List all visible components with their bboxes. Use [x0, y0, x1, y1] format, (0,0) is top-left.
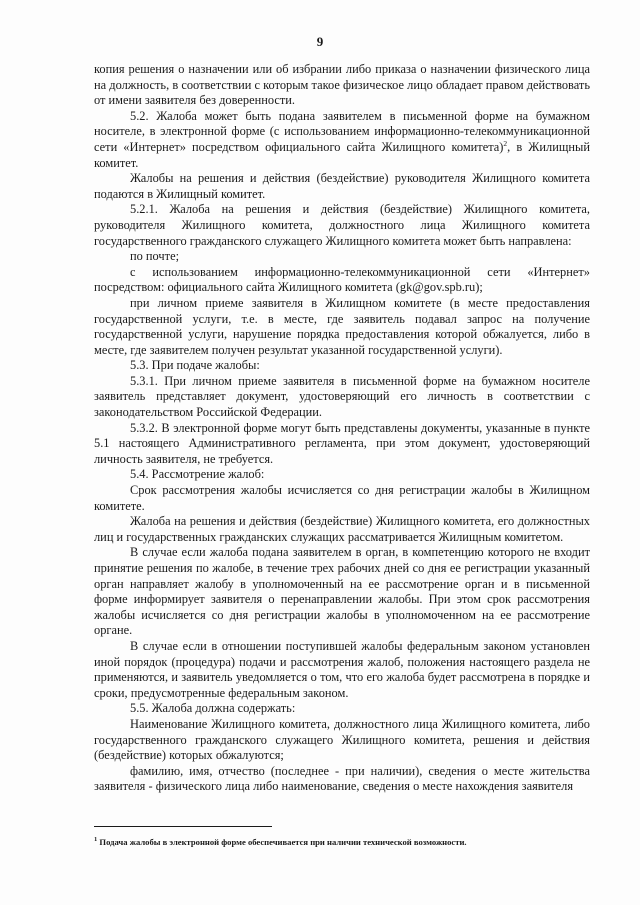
paragraph-5-2-tail: , в Жилищный комитет. — [94, 139, 590, 170]
paragraph-5-4: 5.4. Рассмотрение жалоб: — [130, 467, 265, 482]
paragraph-copy-of-decision: копия решения о назначении или об избрании либо приказа о назначении физического лица на должность, в соответствии с которым такое физическое лицо обладает правом действовать от имени заявителя без доверенности. — [94, 62, 590, 108]
body-text — [94, 62, 590, 795]
paragraph-committee-name: Наименование Жилищного комитета, должностного лица Жилищного комитета, либо государственного гражданского служащего Жилищного комитета, решения и действия (бездействие) которых обжалуются; — [94, 716, 590, 763]
paragraph-complaints-head: Жалобы на решения и действия (бездействие) руководителя Жилищного комитета подаются в Жилищный комитет. — [94, 171, 590, 201]
paragraph-wrong-authority: В случае если жалоба подана заявителем в орган, в компетенцию которого не входит принятие решения по жалобе, в течение трех рабочих дней со дня ее регистрации указанный орган направляет жалобу в уполномоченный на ее рассмотрение орган и в письменной форме информирует заявителя о перенаправлении жалобы. При этом срок рассмотрения жалобы исчисляется со дня регистрации жалобы в уполномоченном на ее рассмотрение органе. — [94, 545, 590, 638]
paragraph-5-5: 5.5. Жалоба должна содержать: — [130, 701, 296, 716]
paragraph-5-3-2: 5.3.2. В электронной форме могут быть представлены документы, указанные в пункте 5.1 настоящего Административного регламента, при этом документ, удостоверяющий личность заявителя, не требуется. — [94, 420, 590, 466]
paragraph-review-term: Срок рассмотрения жалобы исчисляется со дня регистрации жалобы в Жилищном комитете. — [94, 483, 590, 513]
paragraph-applicant-details: фамилию, имя, отчество (последнее - при наличии), сведения о месте жительства заявителя - физического лица либо наименование, сведения о месте нахождения заявителя — [94, 763, 590, 794]
paragraph-5-2 — [94, 109, 590, 171]
footnote — [94, 834, 590, 848]
footnote-reference: 2 — [503, 138, 508, 148]
footnote-text: Подача жалобы в электронной форме обеспечивается при наличии технической возможности. — [97, 836, 467, 847]
paragraph-by-mail: по почте; — [130, 249, 180, 264]
paragraph-5-2-1: 5.2.1. Жалоба на решения и действия (бездействие) Жилищного комитета, руководителя Жилищного комитета, должностного лица Жилищного комитета государственного гражданского служащего Жилищного комитета может быть направлена: — [94, 202, 590, 248]
paragraph-5-3-1: 5.3.1. При личном приеме заявителя в письменной форме на бумажном носителе заявитель представляет документ, удостоверяющий его личность в соответствии с законодательством Российской Федерации. — [94, 373, 590, 420]
paragraph-personal-reception: при личном приеме заявителя в Жилищном комитете (в месте предоставления государственной услуги, т.е. в месте, где заявитель подавал запрос на получение государственной услуги, нарушение порядка предоставления которой обжалуется, либо в месте, где заявителем получен результат указанной государственной услуги). — [94, 295, 590, 357]
paragraph-complaint-reviewed: Жалоба на решения и действия (бездействие) Жилищного комитета, его должностных лиц и государственных гражданских служащих рассматривается Жилищным комитетом. — [94, 514, 590, 544]
paragraph-5-3: 5.3. При подаче жалобы: — [130, 358, 260, 373]
paragraph-5-2-text: 5.2. Жалоба может быть подана заявителем в письменной форме на бумажном носителе, в электронной форме (с использованием информационно-телекоммуникационной сети «Интернет» посредством официального сайта Жилищного комитета) — [94, 108, 590, 154]
footnote-mark: 1 — [94, 836, 98, 843]
paragraph-internet: с использованием информационно-телекоммуникационной сети «Интернет» посредством: официального сайта Жилищного комитета (gk@gov.spb.ru); — [94, 264, 590, 295]
paragraph-federal-law: В случае если в отношении поступившей жалобы федеральным законом установлен иной порядок (процедура) подачи и рассмотрения жалоб, положения настоящего раздела не применяются, и заявитель уведомляется о том, что его жалоба будет рассмотрена в порядке и сроки, предусмотренные федеральным законом. — [94, 638, 590, 700]
page-number: 9 — [316, 34, 324, 49]
footnote-divider — [94, 826, 272, 827]
